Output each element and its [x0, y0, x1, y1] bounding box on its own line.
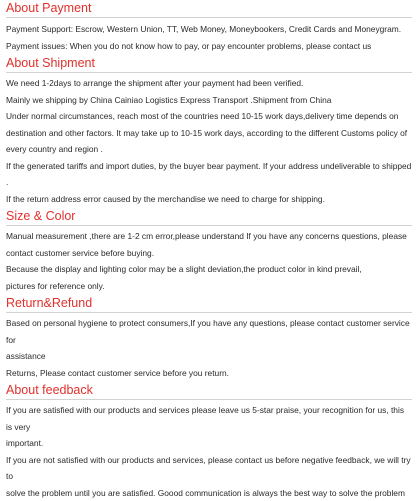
body-line: Because the display and lighting color may be a slight deviation,the product color in kind prevail, [6, 261, 412, 278]
body-line: If the generated tariffs and import duties, by the buyer bear payment. If your address undeliverable to shipped . [6, 158, 412, 191]
body-line: If you are not satisfied with our products and services, please contact us before negative feedback, we will try to [6, 452, 412, 485]
heading-text: About Payment [6, 1, 91, 15]
body-line: destination and other factors. It may take up to 10-15 work days, according to the different Customs policy of [6, 125, 412, 142]
body-line: every country and region . [6, 141, 412, 158]
body-line: Returns, Please contact customer service before you return. [6, 365, 412, 382]
heading-text: Size & Color [6, 209, 75, 223]
body-line: Payment issues: When you do not know how to pay, or pay encounter problems, please contact us [6, 38, 412, 55]
heading-text: About Shipment [6, 56, 95, 70]
body-line: contact customer service before buying. [6, 245, 412, 262]
section-body [6, 18, 412, 54]
section-size-color [6, 207, 412, 294]
heading-text: About feedback [6, 383, 93, 397]
heading-text: Return&Refund [6, 296, 92, 310]
body-line: important. [6, 435, 412, 452]
body-line: Manual measurement ,there are 1-2 cm error,please understand If you have any concerns questions, please [6, 228, 412, 245]
section-about-payment [6, 0, 412, 54]
section-body [6, 313, 412, 381]
section-about-feedback [6, 381, 412, 501]
body-line: Payment Support: Escrow, Western Union, TT, Web Money, Moneybookers, Credit Cards and Moneygram. [6, 21, 412, 38]
body-line: If you are satisfied with our products and services please leave us 5-star praise, your recognition for us, this is very [6, 402, 412, 435]
section-body [6, 226, 412, 294]
body-line: Based on personal hygiene to protect consumers,If you have any questions, please contact customer service for [6, 315, 412, 348]
body-line: Under normal circumstances, reach most of the countries need 10-15 work days,delivery time depends on [6, 108, 412, 125]
section-body [6, 400, 412, 501]
section-body [6, 73, 412, 207]
body-line: pictures for reference only. [6, 278, 412, 295]
section-heading [6, 294, 412, 313]
section-heading [6, 0, 412, 18]
section-heading [6, 381, 412, 400]
body-line: If the return address error caused by the merchandise we need to charge for shipping. [6, 191, 412, 208]
body-line: assistance [6, 348, 412, 365]
section-heading [6, 207, 412, 226]
body-line: Mainly we shipping by China Cainiao Logistics Express Transport .Shipment from China [6, 92, 412, 109]
body-line: solve the problem until you are satisfied. Goood communication is always the best way to solve the problem [6, 485, 412, 501]
section-heading [6, 54, 412, 73]
section-return-refund [6, 294, 412, 381]
body-line: We need 1-2days to arrange the shipment after your payment had been verified. [6, 75, 412, 92]
section-about-shipment [6, 54, 412, 207]
